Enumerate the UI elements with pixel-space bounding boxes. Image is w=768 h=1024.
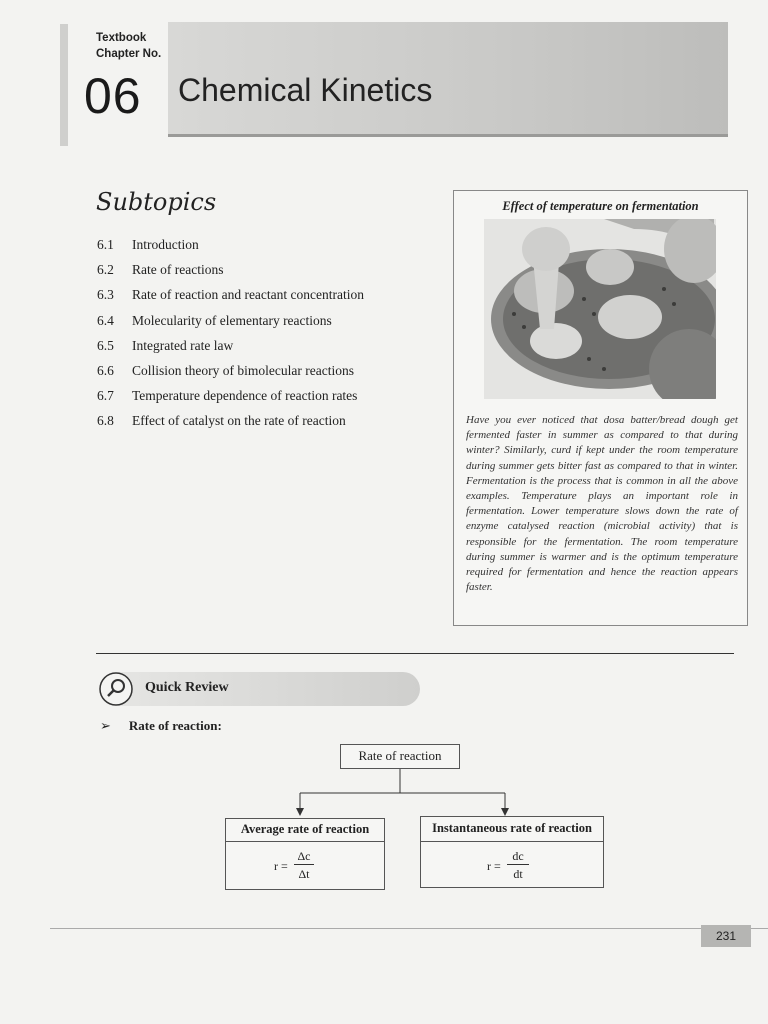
info-box-title: Effect of temperature on fermentation	[502, 199, 699, 213]
instantaneous-rate-box: Instantaneous rate of reaction r = dc dt	[420, 816, 604, 888]
footer-rule	[50, 928, 768, 929]
subtopic-item: 6.2 Rate of reactions	[97, 262, 224, 278]
subtopic-item: 6.8 Effect of catalyst on the rate of reaction	[97, 413, 346, 429]
subtopic-item: 6.6 Collision theory of bimolecular reactions	[97, 362, 354, 378]
subtopic-item: 6.1 Introduction	[97, 237, 199, 252]
subtopic-item: 6.4 Molecularity of elementary reactions	[97, 312, 332, 328]
rate-of-reaction-bullet: ➢ Rate of reaction:	[100, 718, 222, 734]
chapter-number: 06	[84, 68, 142, 124]
average-rate-box: Average rate of reaction r = Δc Δt	[225, 818, 385, 890]
subtopic-item: 6.3 Rate of reaction and reactant concentration	[97, 287, 365, 303]
subtopic-item: 6.5 Integrated rate law	[97, 337, 234, 353]
textbook-chapter-label: Textbook Chapter No.	[96, 32, 162, 60]
subtopics-heading: Subtopics	[96, 188, 217, 216]
arrow-bullet-icon: ➢	[100, 719, 111, 734]
chapter-title: Chemical Kinetics	[178, 72, 433, 108]
page-number: 231	[701, 925, 751, 947]
quick-review-label: Quick Review	[145, 680, 229, 695]
rate-of-reaction-root-box: Rate of reaction	[340, 744, 460, 769]
subtopic-item: 6.7 Temperature dependence of reaction rates	[97, 388, 358, 404]
info-box-text: Have you ever noticed that dosa batter/bread dough get fermented faster in summer as compared to that during winter? Similarly, curd if kept under the room temperature during summer gets bitter fast as compared to that in winter. Fermentation is the process that is common in all the above examples. Temperature plays an important role in fermentation. Lower temperature slows down the rate of enzyme catalysed reaction (microbial activity) that is responsible for the fermentation. The room temperature during summer is warmer and is the optimum temperature required for fermentation and hence the reaction appears faster.	[466, 414, 738, 594]
